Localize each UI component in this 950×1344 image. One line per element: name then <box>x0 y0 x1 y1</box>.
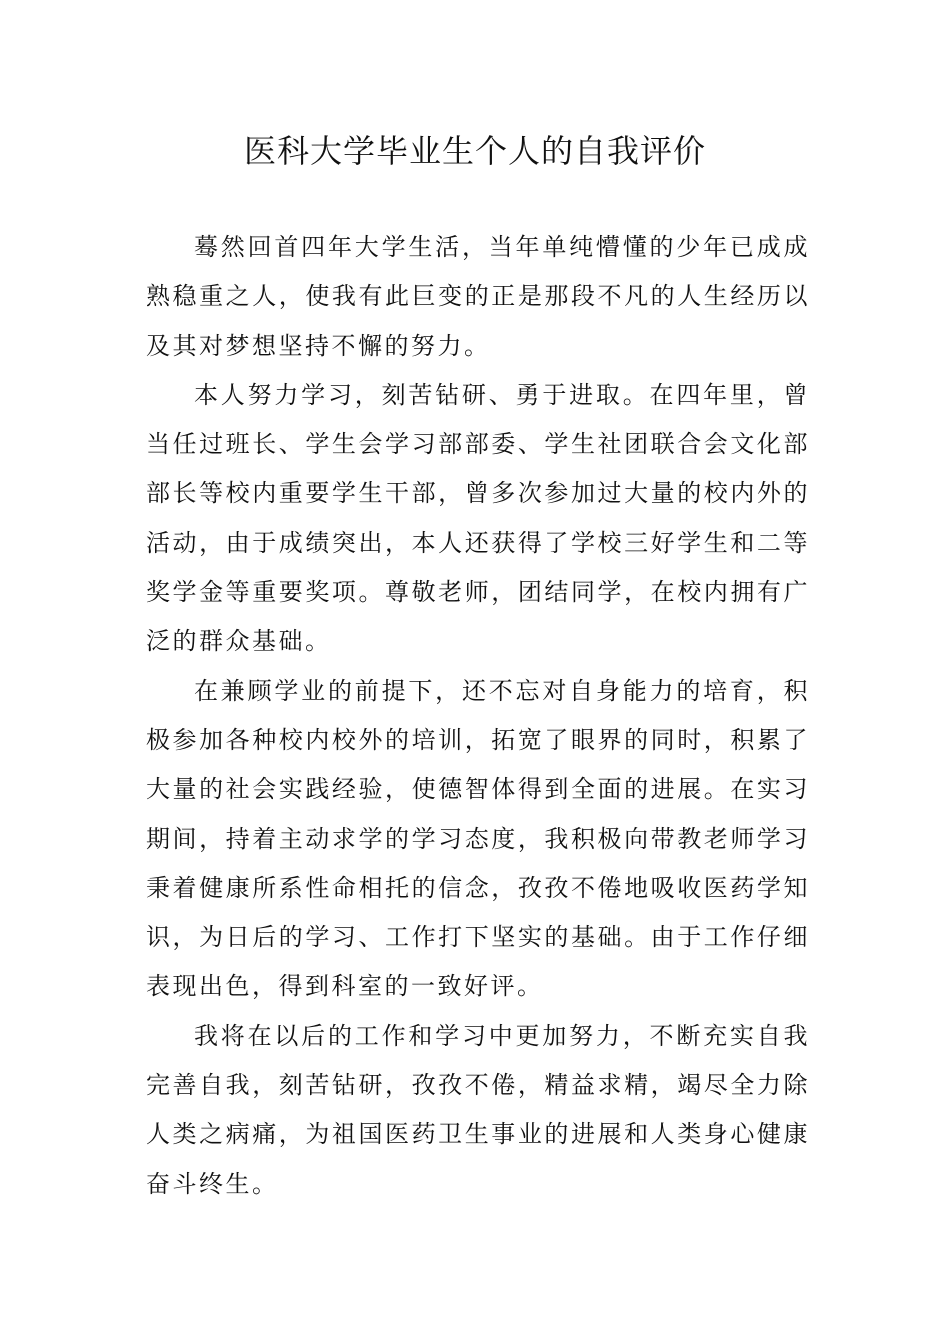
paragraph-2: 本人努力学习，刻苦钻研、勇于进取。在四年里，曾当任过班长、学生会学习部部委、学生社团联合会文化部部长等校内重要学生干部，曾多次参加过大量的校内外的活动，由于成绩突出，本人还获得了学校三好学生和二等奖学金等重要奖项。尊敬老师，团结同学，在校内拥有广泛的群众基础。 <box>146 380 810 656</box>
document-title: 医科大学毕业生个人的自我评价 <box>243 132 706 170</box>
paragraph-4: 我将在以后的工作和学习中更加努力，不断充实自我完善自我，刻苦钻研，孜孜不倦，精益求精，竭尽全力除人类之病痛，为祖国医药卫生事业的进展和人类身心健康奋斗终生。 <box>146 1021 810 1198</box>
paragraph-1: 蓦然回首四年大学生活，当年单纯懵懂的少年已成成熟稳重之人，使我有此巨变的正是那段不凡的人生经历以及其对梦想坚持不懈的努力。 <box>146 233 810 360</box>
document-body <box>146 223 810 1209</box>
paragraph-3: 在兼顾学业的前提下，还不忘对自身能力的培育，积极参加各种校内校外的培训，拓宽了眼界的同时，积累了大量的社会实践经验，使德智体得到全面的进展。在实习期间，持着主动求学的学习态度，我积极向带教老师学习秉着健康所系性命相托的信念，孜孜不倦地吸收医药学知识，为日后的学习、工作打下坚实的基础。由于工作仔细表现出色，得到科室的一致好评。 <box>146 676 810 1001</box>
